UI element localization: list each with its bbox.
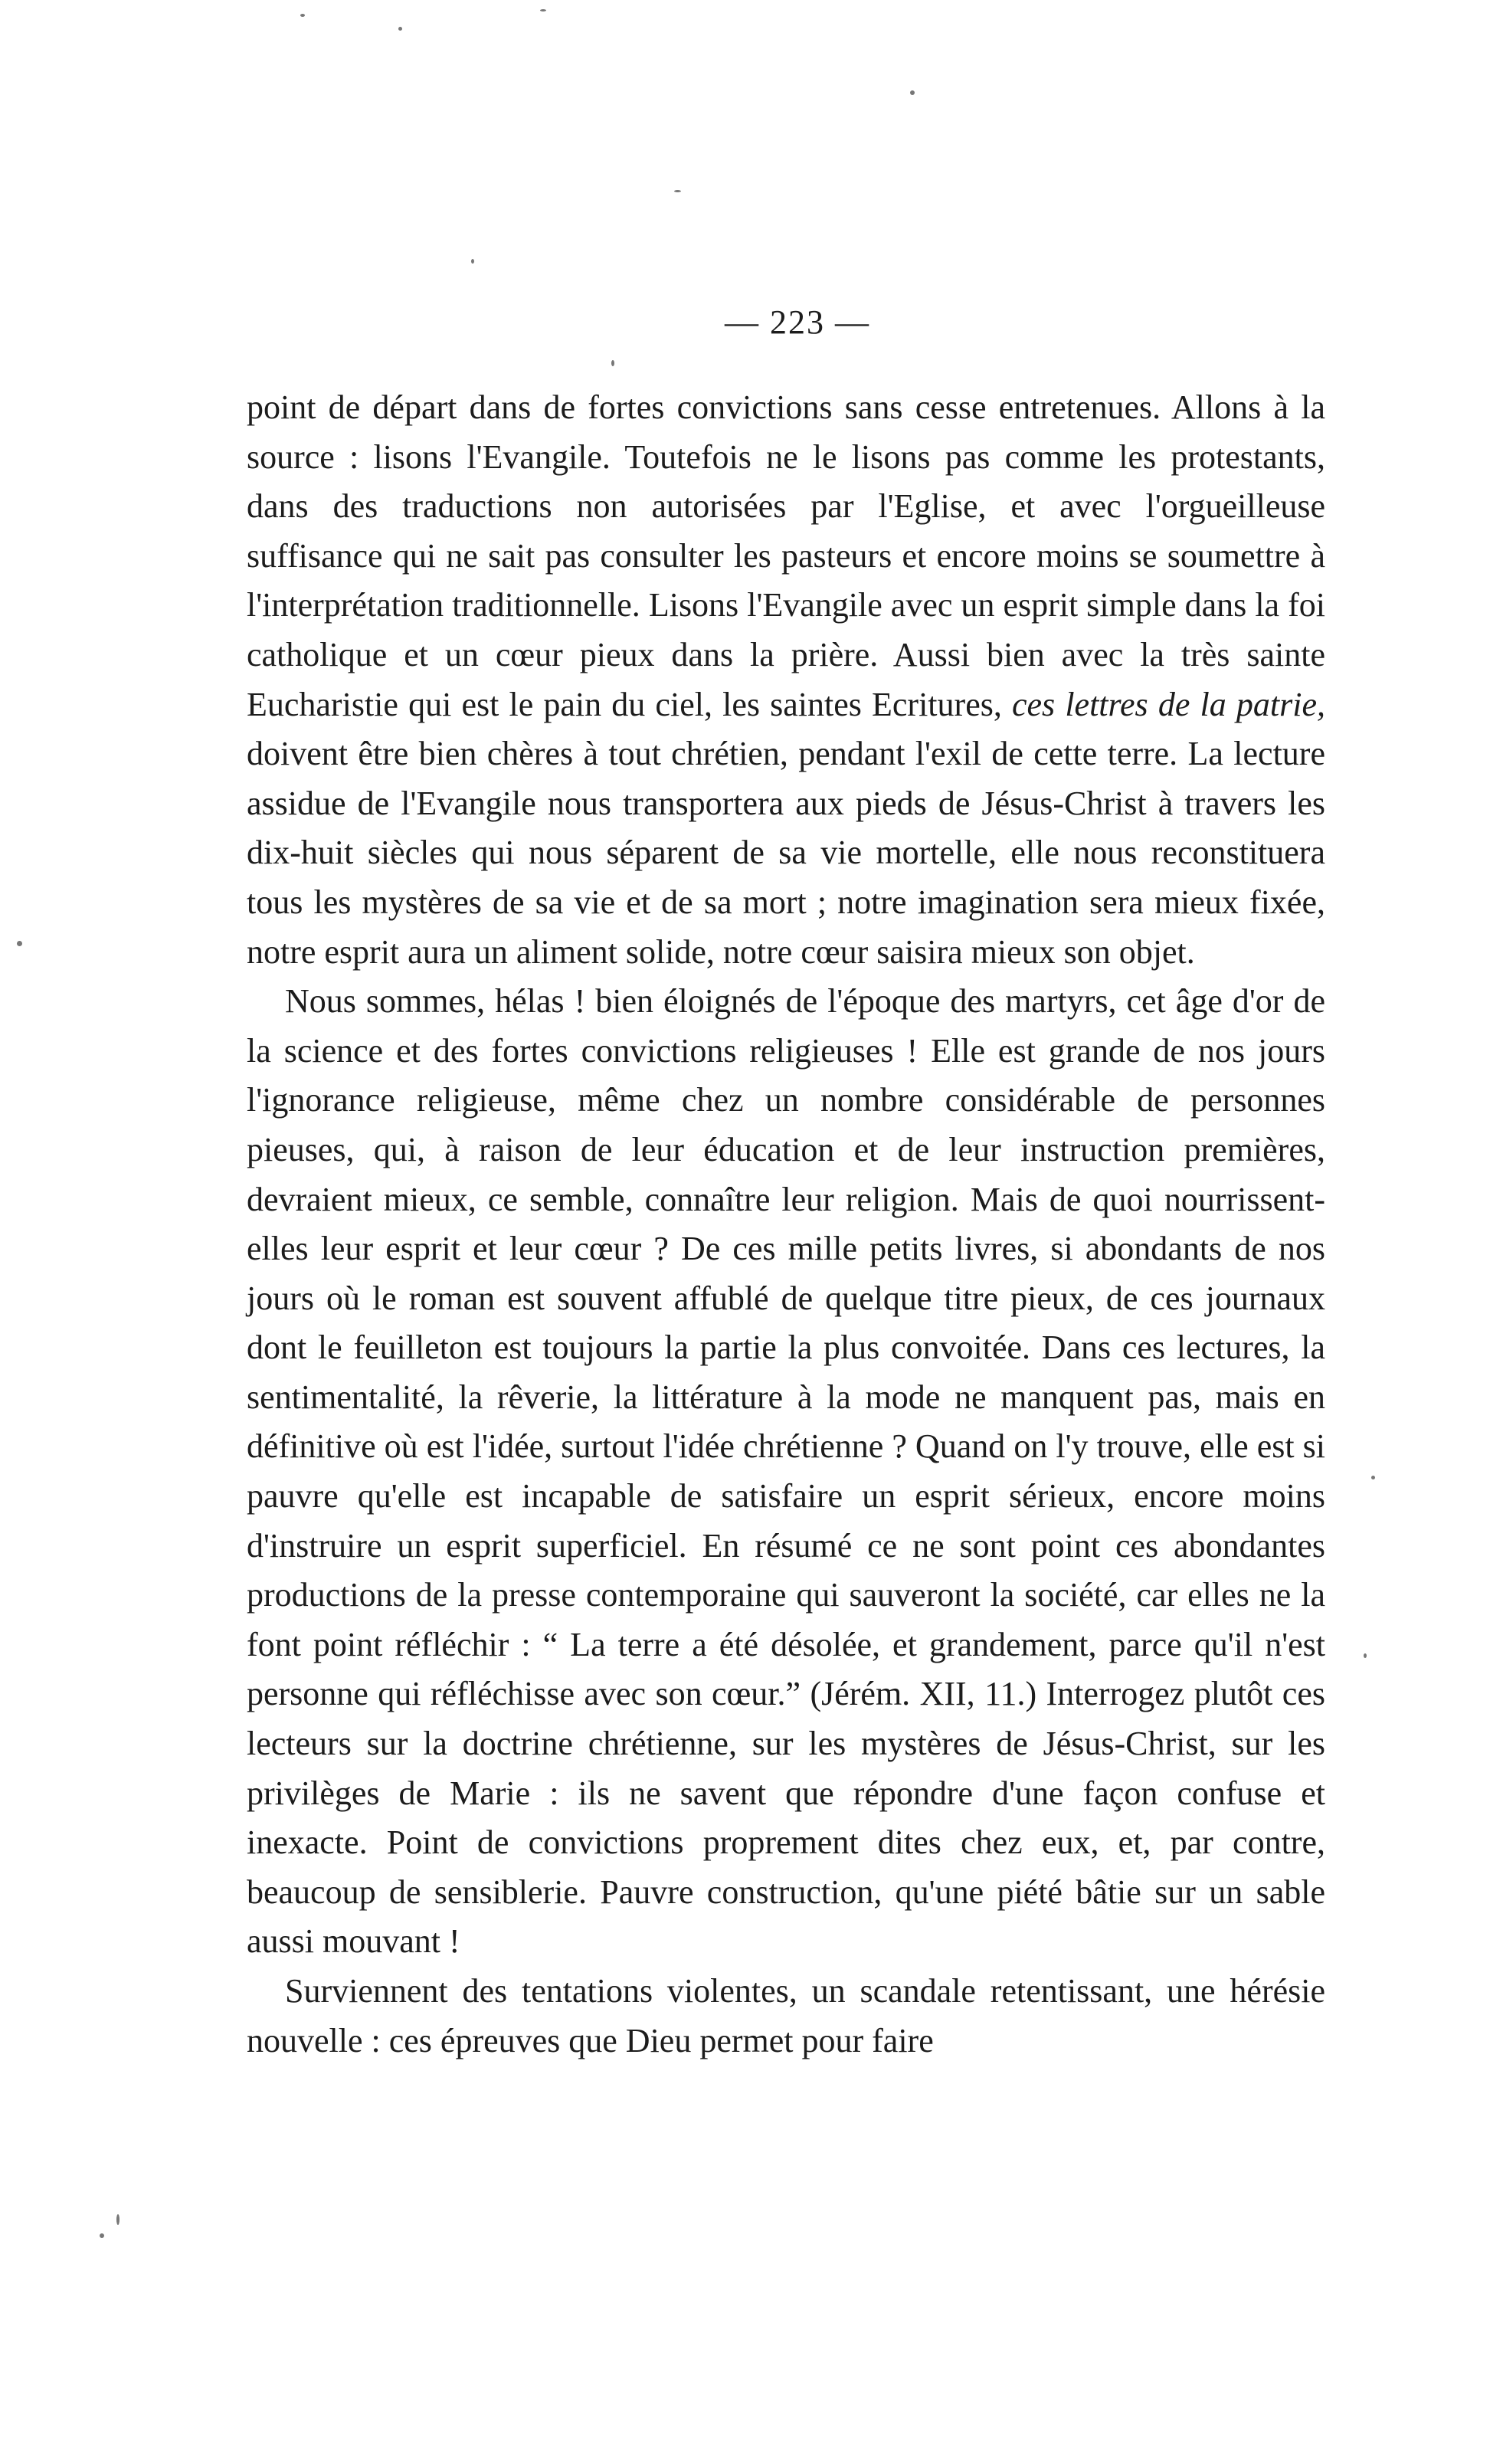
paragraph-1-text-after: doivent être bien chères à tout chrétien, pendant l'exil de cette terre. La lecture assidue de l'Evangile nous transportera aux pieds de Jésus-Christ à travers les dix-huit siècles qui nous séparent de sa vie mortelle, elle nous reconstituera tous les mystères de sa vie et de sa mort ; notre imagination sera mieux fixée, notre esprit aura un aliment solide, notre cœur saisira mieux son objet. (247, 735, 1325, 971)
paragraph-1-italic: ces lettres de la patrie, (1012, 685, 1325, 723)
scan-speck (17, 941, 22, 946)
scan-speck (100, 2233, 104, 2238)
scan-speck (1364, 1653, 1367, 1658)
scan-speck (674, 190, 681, 192)
scan-speck (611, 360, 614, 366)
page-number: — 223 — (725, 303, 870, 341)
body-text (247, 383, 1325, 2066)
scan-speck (398, 27, 402, 31)
scan-speck (471, 259, 474, 264)
scan-speck (540, 9, 546, 11)
paragraph-3: Surviennent des tentations violentes, un scandale retentissant, une hérésie nouvelle : ces épreuves que Dieu permet pour faire (247, 1972, 1325, 2059)
paragraph-1 (247, 383, 1325, 977)
scan-speck (116, 2214, 120, 2225)
paragraph-1-text: point de départ dans de fortes convictions sans cesse entretenues. Allons à la source : lisons l'Evangile. Toutefois ne le lisons pas comme les protestants, dans des traductions non autorisées par l'Eglise, et avec l'orgueilleuse suffisance qui ne sait pas consulter les pasteurs et encore moins se soumettre à l'interprétation traditionnelle. Lisons l'Evangile avec un esprit simple dans la foi catholique et un cœur pieux dans la prière. Aussi bien avec la très sainte Eucharistie qui est le pain du ciel, les saintes Ecritures, (247, 388, 1325, 723)
scan-speck (1371, 1476, 1375, 1479)
scan-speck (910, 90, 915, 95)
scan-speck (300, 14, 305, 17)
paragraph-2: Nous sommes, hélas ! bien éloignés de l'époque des martyrs, cet âge d'or de la science et des fortes convictions religieuses ! Elle est grande de nos jours l'ignorance religieuse, même chez un nombre considérable de personnes pieuses, qui, à raison de leur éducation et de leur instruction premières, devraient mieux, ce semble, connaître leur religion. Mais de quoi nourrissent-elles leur esprit et leur cœur ? De ces mille petits livres, si abondants de nos jours où le roman est souvent affublé de quelque titre pieux, de ces journaux dont le feuilleton est toujours la partie la plus convoitée. Dans ces lectures, la sentimentalité, la rêverie, la littérature à la mode ne manquent pas, mais en définitive où est l'idée, surtout l'idée chrétienne ? Quand on l'y trouve, elle est si pauvre qu'elle est incapable de satisfaire un esprit sérieux, encore moins d'instruire un esprit superficiel. En résumé ce ne sont point ces abondantes productions de la presse contemporaine qui sauveront la société, car elles ne la font point réfléchir : “ La terre a été désolée, et grandement, parce qu'il n'est personne qui réfléchisse avec son cœur.” (Jérém. XII, 11.) Interrogez plutôt ces lecteurs sur la doctrine chrétienne, sur les mystères de Jésus-Christ, sur les privilèges de Marie : ils ne savent que répondre d'une façon confuse et inexacte. Point de convictions proprement dites chez eux, et, par contre, beaucoup de sensiblerie. Pauvre construction, qu'une piété bâtie sur un sable aussi mouvant ! (247, 982, 1325, 1961)
